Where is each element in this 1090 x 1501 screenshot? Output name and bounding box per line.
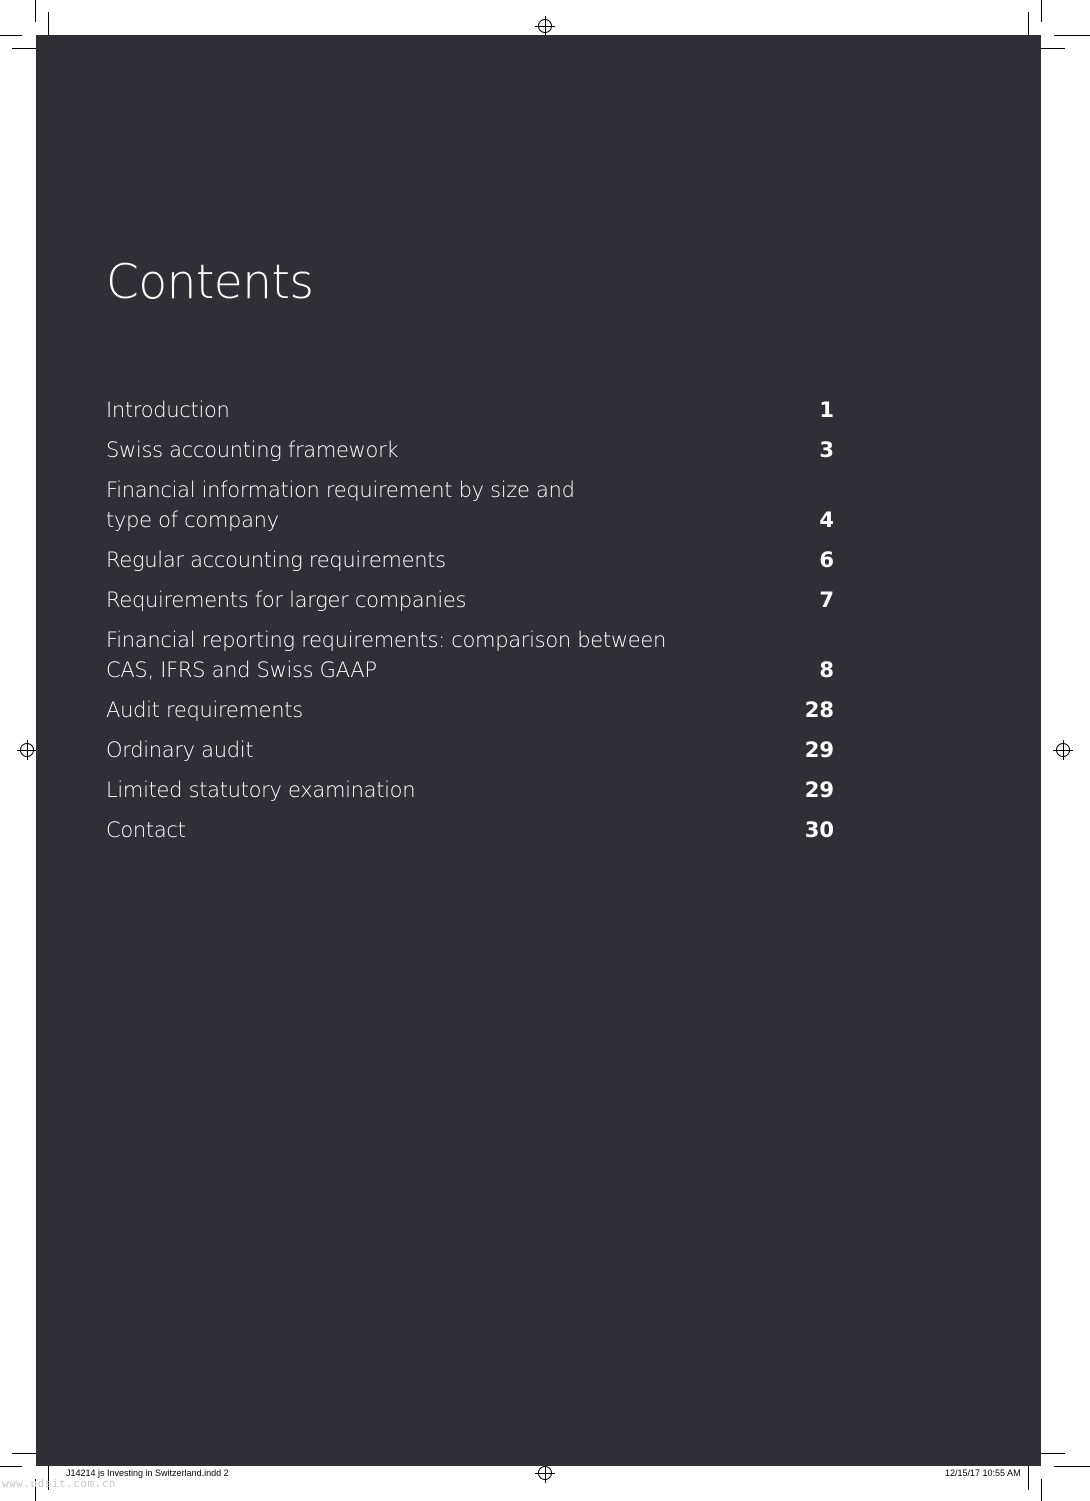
toc-entry-page: 7 [819,588,834,612]
crop-mark-top-left-v2 [48,12,49,36]
toc-entry-label: Financial reporting requirements: comparison between CAS, IFRS and Swiss GAAP [106,628,666,682]
crop-mark-bottom-right-h [1054,1466,1090,1467]
toc-entry[interactable] [106,395,834,425]
crop-mark-top-left-v [35,0,36,22]
registration-mark-icon [538,1466,552,1480]
toc-entry-page: 3 [819,438,834,462]
toc-entry[interactable] [106,735,834,765]
toc-entry-label: Financial information requirement by size and type of company [106,478,575,532]
toc-entry-page: 1 [819,398,834,422]
toc-entry-page: 8 [819,658,834,682]
toc-entry-page: 29 [804,778,834,802]
toc-entry[interactable] [106,775,834,805]
toc-entry-label: Introduction [106,398,230,422]
crop-mark-top-right-h [1054,35,1090,36]
page-title: Contents [106,255,314,310]
toc-entry-label: Limited statutory examination [106,778,416,802]
toc-entry[interactable] [106,815,834,845]
toc-entry-page: 30 [804,818,834,842]
toc-entry-label: Regular accounting requirements [106,548,446,572]
toc-entry[interactable] [106,625,834,685]
crop-mark-top-left-h [0,35,22,36]
toc-entry[interactable] [106,545,834,575]
registration-mark-icon [20,743,34,757]
toc-entry-label: Swiss accounting framework [106,438,399,462]
crop-mark-top-left-h2 [12,48,36,49]
toc-entry-page: 29 [804,738,834,762]
slug-file-name: J14214 js Investing in Switzerland.indd 2 [66,1468,229,1478]
page [36,35,1041,1466]
crop-mark-top-right-v2 [1028,12,1029,36]
crop-mark-bottom-right-v2 [1028,1466,1029,1490]
toc-entry-page: 6 [819,548,834,572]
table-of-contents [106,395,834,855]
toc-entry-label: Requirements for larger companies [106,588,467,612]
toc-entry-label: Audit requirements [106,698,303,722]
toc-entry[interactable] [106,585,834,615]
toc-entry-page: 4 [819,508,834,532]
watermark: www.udsit.com.cn [2,1477,116,1490]
registration-mark-icon [538,19,552,33]
crop-mark-bottom-right-v [1041,1479,1042,1501]
crop-mark-top-right-v [1041,0,1042,22]
toc-entry-label: Contact [106,818,186,842]
toc-entry[interactable] [106,435,834,465]
registration-mark-icon [1056,743,1070,757]
slug-timestamp: 12/15/17 10:55 AM [945,1468,1021,1478]
toc-entry[interactable] [106,695,834,725]
toc-entry[interactable] [106,475,834,535]
crop-mark-top-right-h2 [1041,48,1065,49]
crop-mark-bottom-right-h2 [1041,1453,1065,1454]
toc-entry-page: 28 [804,698,834,722]
crop-mark-bottom-left-h2 [12,1453,36,1454]
crop-mark-bottom-left-h [0,1466,22,1467]
toc-entry-label: Ordinary audit [106,738,254,762]
